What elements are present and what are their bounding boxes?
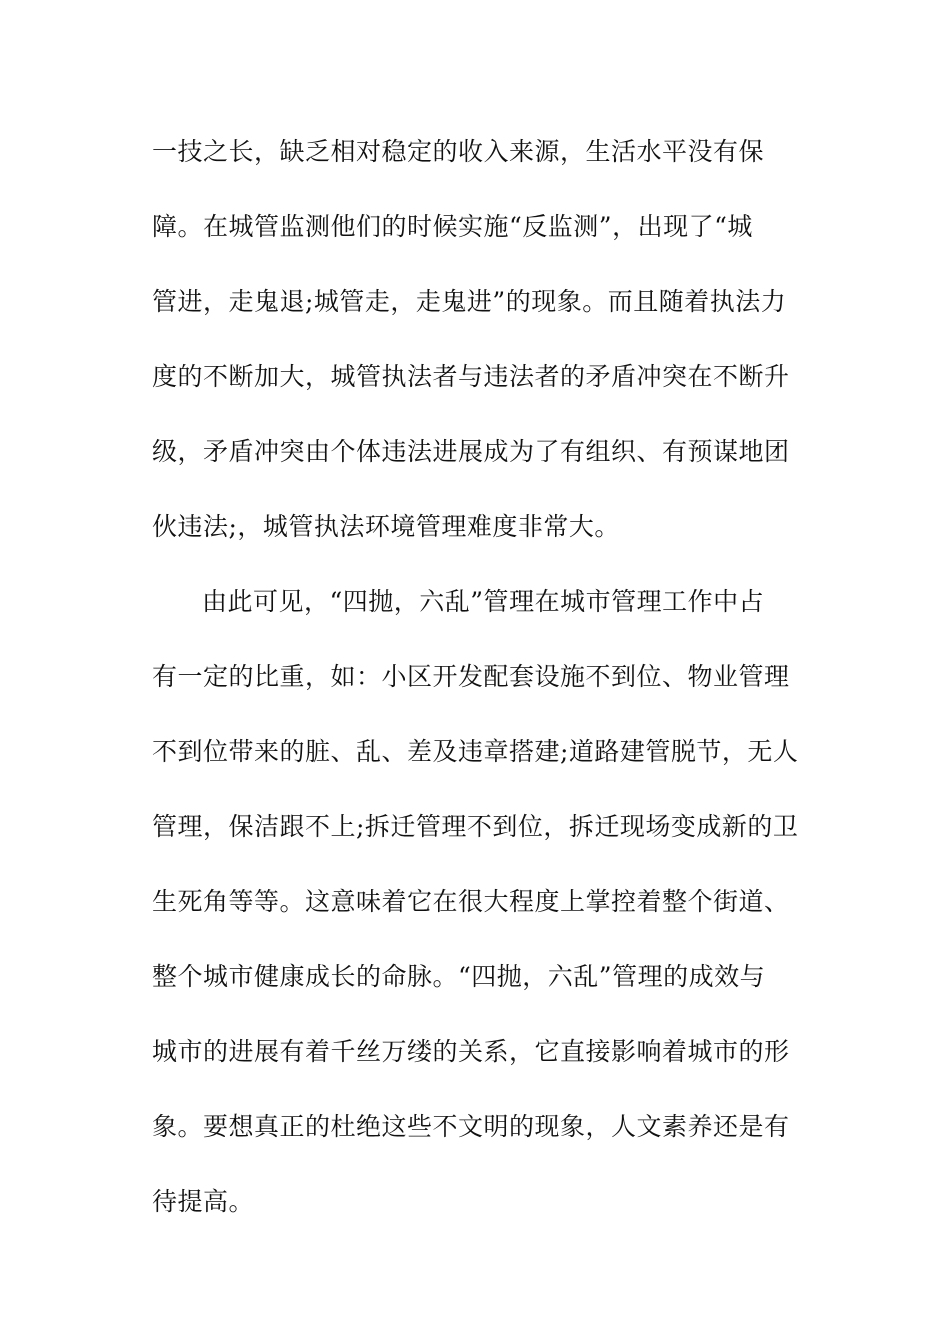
text-line: 生死角等等。这意味着它在很大程度上掌控着整个街道、	[152, 887, 790, 916]
text-line: 管进，走鬼退;城管走，走鬼进”的现象。而且随着执法力	[152, 287, 787, 316]
text-line: 待提高。	[152, 1187, 255, 1216]
text-line: 象。要想真正的杜绝这些不文明的现象，人文素养还是有	[152, 1112, 790, 1141]
document-body	[152, 130, 812, 1255]
text-line: 城市的进展有着千丝万缕的关系，它直接影响着城市的形	[152, 1037, 790, 1066]
text-line: 有一定的比重，如：小区开发配套设施不到位、物业管理	[152, 662, 790, 691]
text-line: 整个城市健康成长的命脉。“四抛，六乱”管理的成效与	[152, 962, 766, 991]
text-line: 管理，保洁跟不上;拆迁管理不到位，拆迁现场变成新的卫	[152, 812, 799, 841]
text-line: 一技之长，缺乏相对稳定的收入来源，生活水平没有保	[152, 137, 765, 166]
text-line: 由此可见，“四抛，六乱”管理在城市管理工作中占	[202, 587, 765, 616]
paragraph-2	[152, 580, 812, 1255]
text-line: 度的不断加大，城管执法者与违法者的矛盾冲突在不断升	[152, 362, 790, 391]
text-line: 级，矛盾冲突由个体违法进展成为了有组织、有预谋地团	[152, 437, 790, 466]
text-line: 障。在城管监测他们的时候实施“反监测”，出现了“城	[152, 212, 753, 241]
paragraph-1	[152, 130, 812, 580]
text-line: 不到位带来的脏、乱、差及违章搭建;道路建管脱节，无人	[152, 737, 799, 766]
text-line: 伙违法;，城管执法环境管理难度非常大。	[152, 512, 620, 541]
